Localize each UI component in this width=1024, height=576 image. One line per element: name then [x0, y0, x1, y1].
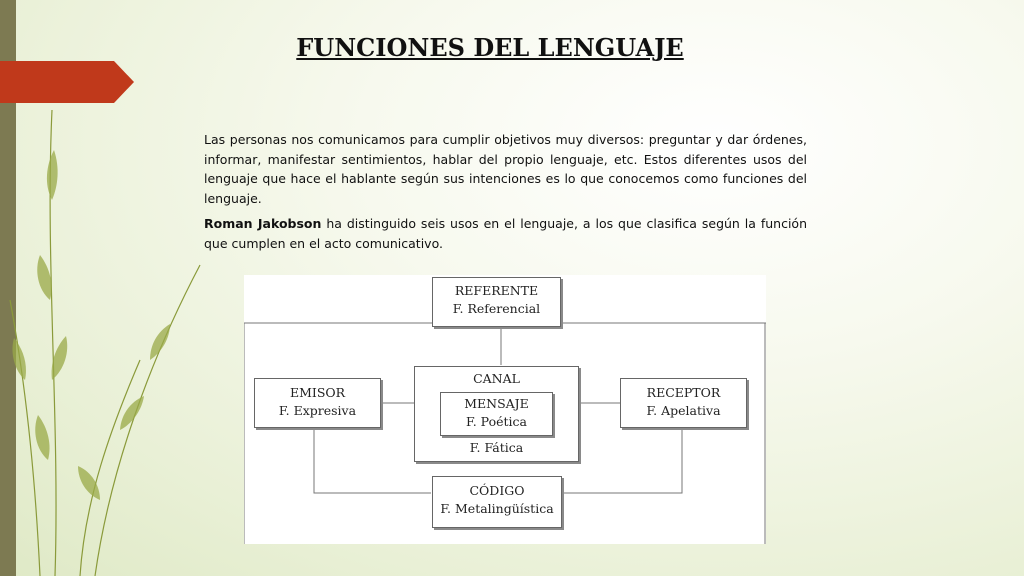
receptor-box [620, 378, 747, 428]
mensaje-label: MENSAJE [464, 396, 529, 411]
referente-box [432, 277, 561, 327]
codigo-label: CÓDIGO [469, 483, 525, 498]
receptor-label: RECEPTOR [646, 385, 721, 400]
receptor-function: F. Apelativa [646, 403, 721, 418]
emisor-box [254, 378, 381, 428]
jakobson-name: Roman Jakobson [204, 216, 322, 231]
canal-label: CANAL [473, 371, 520, 386]
mensaje-box [440, 392, 553, 436]
intro-paragraph: Las personas nos comunicamos para cumplir objetivos muy diversos: preguntar y dar órdenes, informar, manifestar sentimientos, hablar del propio lenguaje, etc. Estos diferentes usos del lenguaje que hace el hablante según sus intenciones es lo que conocemos como funciones del lenguaje. [204, 132, 807, 206]
emisor-label: EMISOR [289, 385, 346, 400]
codigo-box [432, 476, 562, 528]
referente-label: REFERENTE [454, 283, 539, 298]
referente-function: F. Referencial [452, 301, 541, 316]
jakobson-paragraph [204, 214, 807, 253]
leaf-decoration [0, 0, 230, 576]
mensaje-function: F. Poética [466, 414, 527, 429]
canal-function: F. Fática [469, 440, 524, 455]
jakobson-diagram [244, 275, 766, 544]
codigo-function: F. Metalingüística [440, 501, 554, 516]
jakobson-text: ha distinguido seis usos en el lenguaje, a los que clasifica según la función que cumplen en el acto comunicativo. [204, 216, 808, 251]
emisor-function: F. Expresiva [278, 403, 357, 418]
slide-title: FUNCIONES DEL LENGUAJE [296, 33, 684, 62]
